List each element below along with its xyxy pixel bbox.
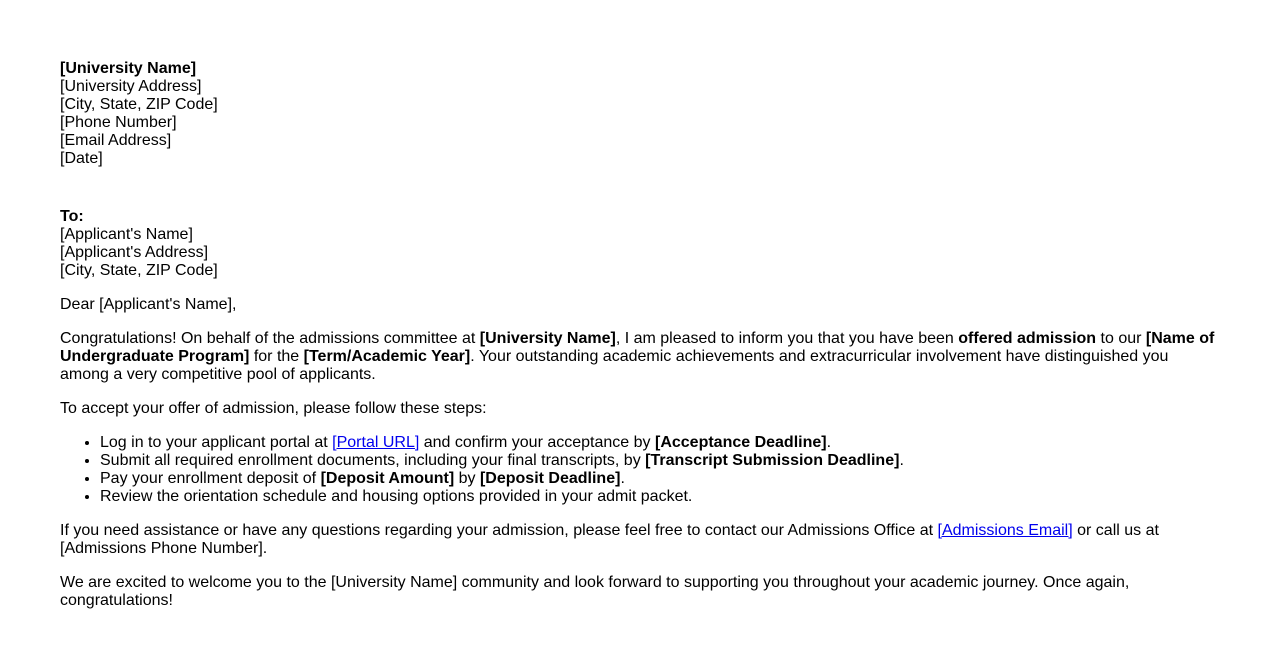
intro-text: to our	[1096, 330, 1146, 347]
intro-university-name: [University Name]	[479, 330, 616, 347]
sender-phone: [Phone Number]	[60, 114, 177, 131]
step-text: Pay your enrollment deposit of	[100, 470, 321, 487]
recipient-city-state-zip: [City, State, ZIP Code]	[60, 262, 218, 279]
spacer	[60, 168, 1220, 208]
intro-text: Congratulations! On behalf of the admissions committee at	[60, 330, 480, 347]
portal-url-link[interactable]: [Portal URL]	[332, 434, 420, 451]
step-text: .	[899, 452, 904, 469]
recipient-block	[60, 208, 1220, 280]
intro-text: . Your outstanding academic achievements and extracurricular involvement have distinguished you among a very competitive pool of applicants.	[60, 348, 1169, 383]
sender-email: [Email Address]	[60, 132, 172, 149]
step-text: and confirm your acceptance by	[419, 434, 655, 451]
assistance-paragraph	[60, 522, 1220, 558]
letter-date: [Date]	[60, 150, 103, 167]
step-item-documents	[100, 452, 1220, 470]
step-text: Review the orientation schedule and housing options provided in your admit packet.	[100, 488, 693, 505]
intro-text: for the	[249, 348, 304, 365]
letter-document	[60, 60, 1220, 610]
intro-paragraph	[60, 330, 1220, 384]
transcript-deadline: [Transcript Submission Deadline]	[645, 452, 900, 469]
step-text: Log in to your applicant portal at	[100, 434, 333, 451]
acceptance-deadline: [Acceptance Deadline]	[654, 434, 827, 451]
assistance-text: or call us at [Admissions Phone Number].	[60, 522, 1159, 557]
salutation: Dear [Applicant's Name],	[60, 296, 237, 313]
intro-program-name: [Name of Undergraduate Program]	[60, 330, 1215, 365]
step-item-orientation	[100, 488, 1220, 506]
sender-university-address: [University Address]	[60, 78, 202, 95]
step-text: .	[826, 434, 832, 451]
sender-university-name: [University Name]	[60, 60, 197, 77]
admissions-email-link[interactable]: [Admissions Email]	[937, 522, 1073, 539]
step-item-portal	[100, 434, 1220, 452]
steps-intro: To accept your offer of admission, please follow these steps:	[60, 400, 487, 417]
intro-offered-admission: offered admission	[958, 330, 1097, 347]
closing-paragraph: We are excited to welcome you to the [University Name] community and look forward to supporting you throughout your academic journey. Once again, congratulations!	[60, 574, 1130, 609]
recipient-address: [Applicant's Address]	[60, 244, 209, 261]
to-label: To:	[60, 208, 84, 225]
step-text: .	[620, 470, 625, 487]
deposit-deadline: [Deposit Deadline]	[479, 470, 621, 487]
sender-block	[60, 60, 1220, 168]
deposit-amount: [Deposit Amount]	[320, 470, 455, 487]
assistance-text: If you need assistance or have any questions regarding your admission, please feel free to contact our Admissions Office at	[60, 522, 938, 539]
intro-text: , I am pleased to inform you that you have been	[615, 330, 959, 347]
sender-city-state-zip: [City, State, ZIP Code]	[60, 96, 218, 113]
step-text: by	[454, 470, 480, 487]
steps-list	[60, 434, 1220, 506]
step-text: Submit all required enrollment documents, including your final transcripts, by	[100, 452, 646, 469]
intro-term: [Term/Academic Year]	[303, 348, 471, 365]
recipient-name: [Applicant's Name]	[60, 226, 193, 243]
step-item-deposit	[100, 470, 1220, 488]
